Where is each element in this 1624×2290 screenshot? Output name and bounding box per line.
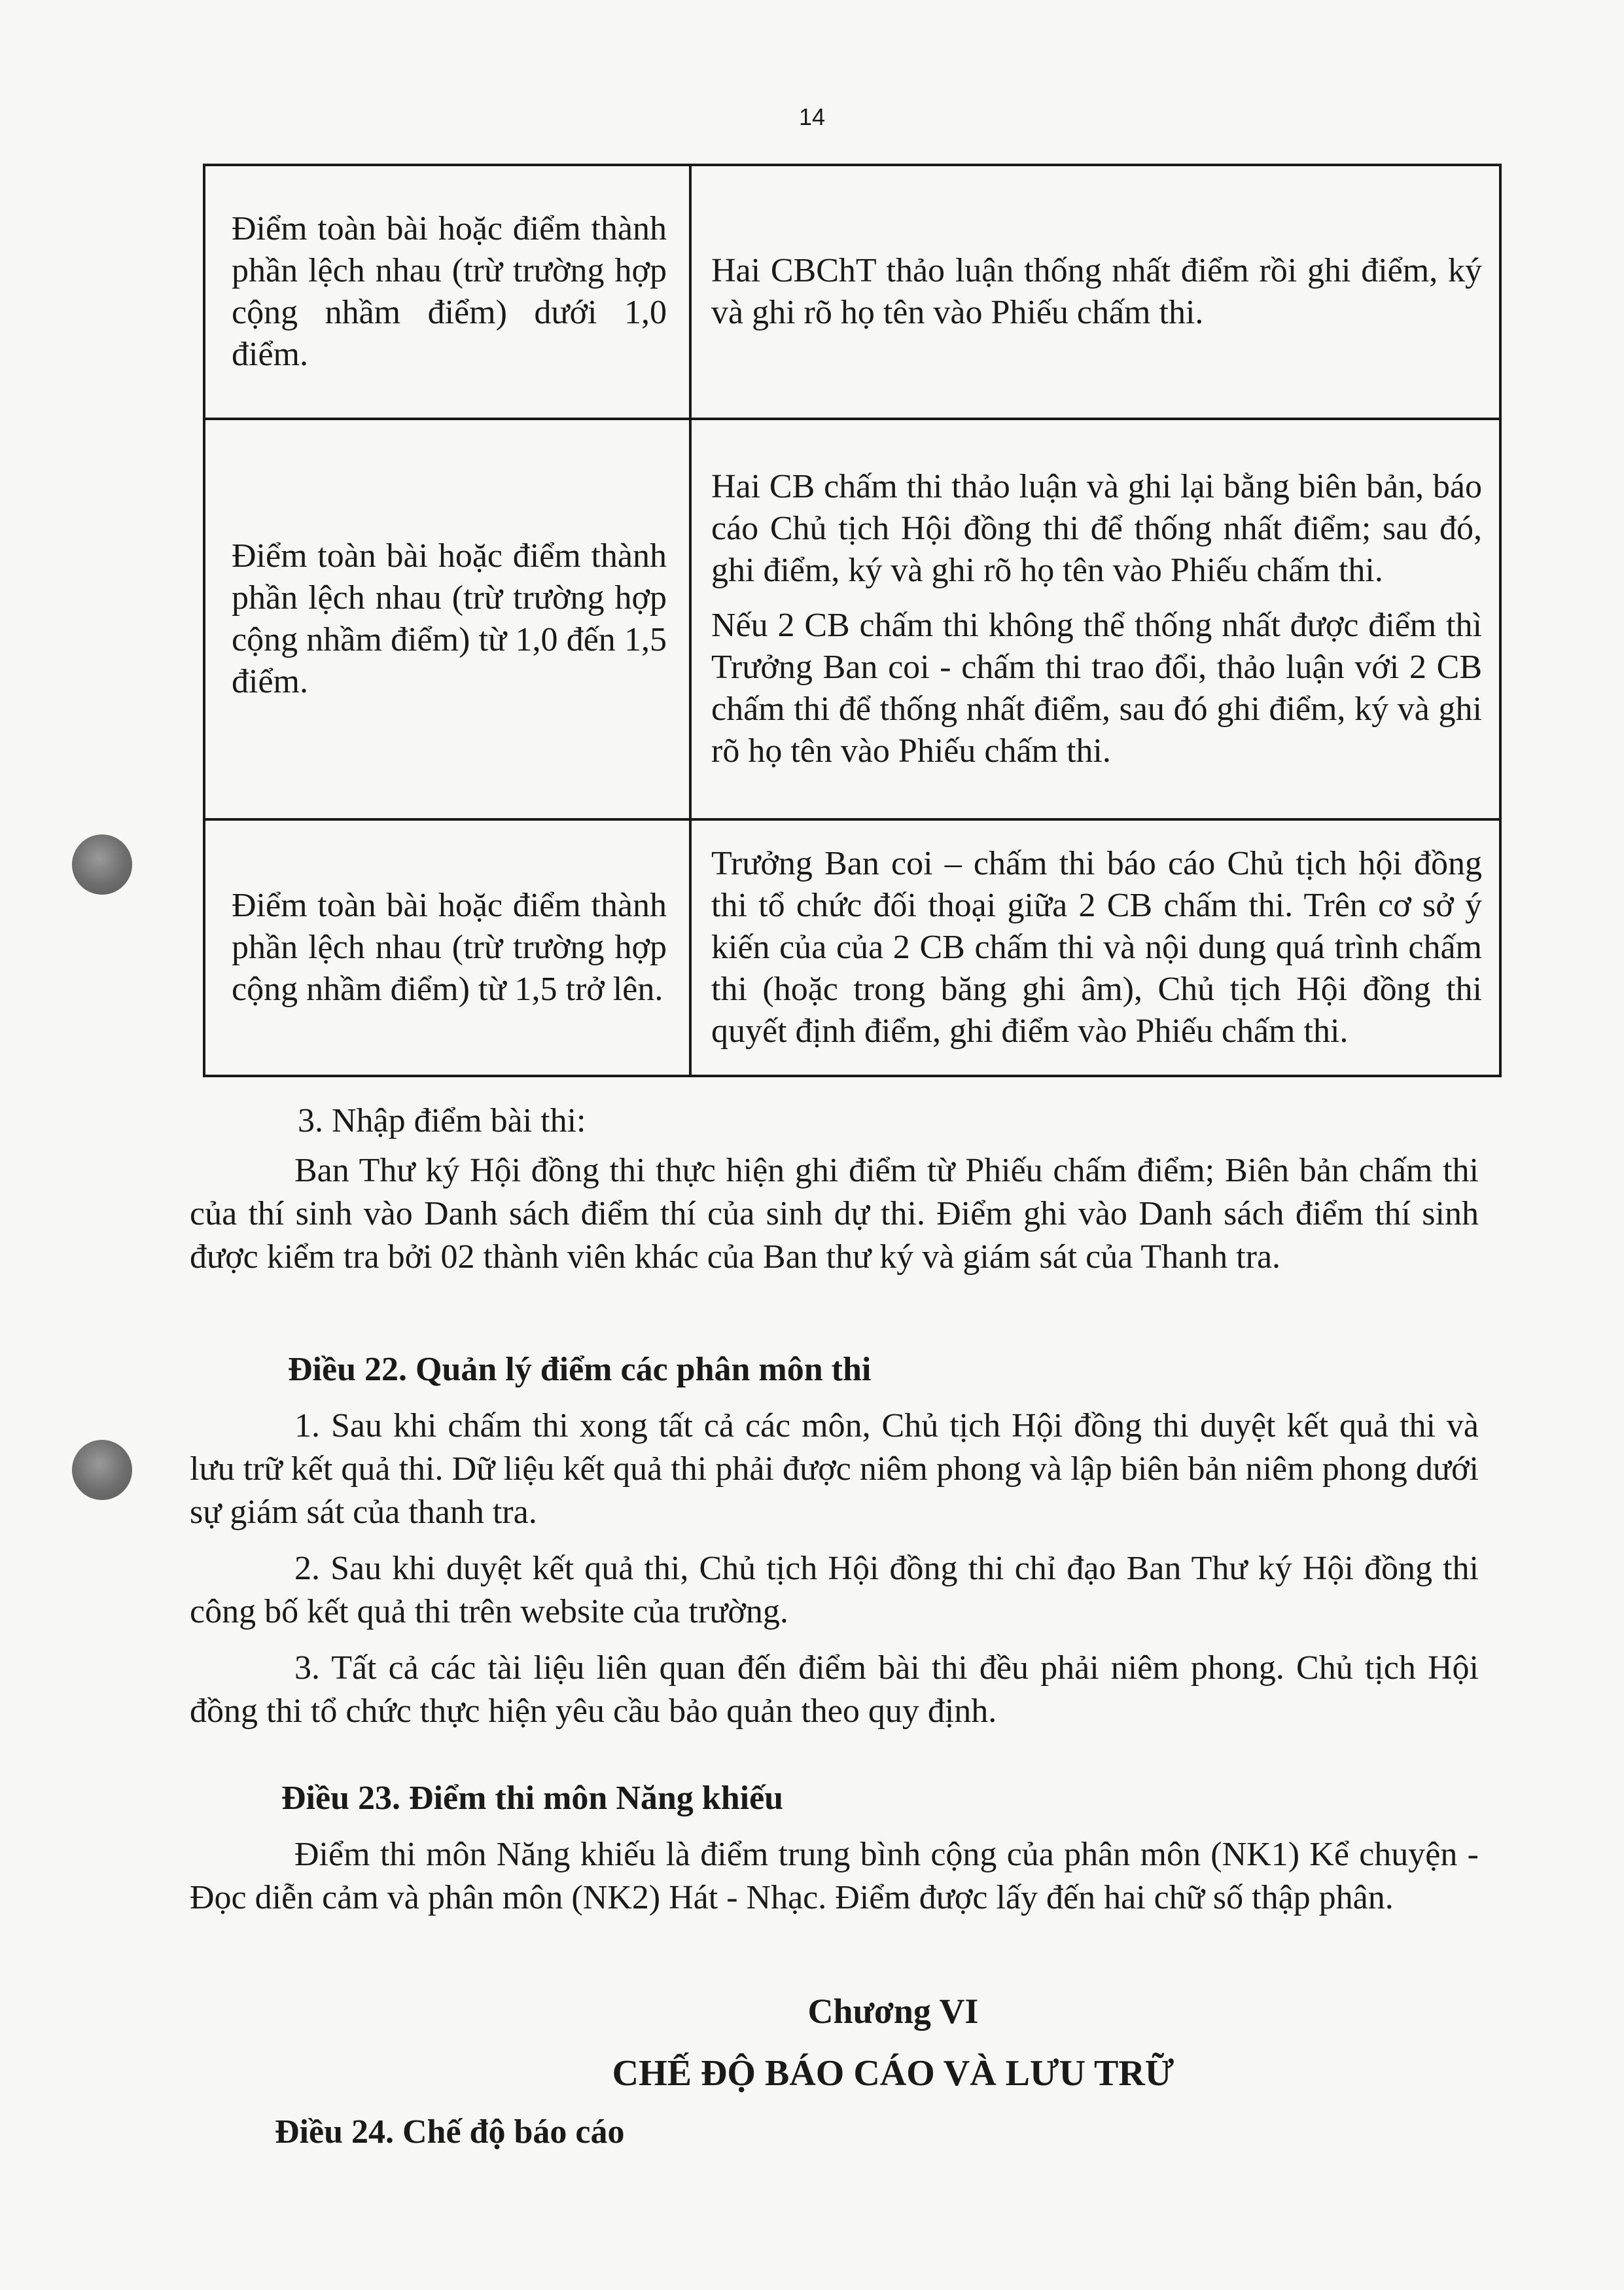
chapter-title: CHẾ ĐỘ BÁO CÁO VÀ LƯU TRỮ (612, 2053, 1174, 2094)
table-row (204, 165, 1500, 419)
body-section-3 (190, 1100, 1479, 1279)
section-3-title: 3. Nhập điểm bài thi: (298, 1102, 586, 1139)
action-cell (690, 419, 1500, 819)
table-row (204, 819, 1500, 1076)
chapter-label: Chương VI (807, 1992, 979, 2031)
action-paragraph: Hai CBChT thảo luận thống nhất điểm rồi ghi điểm, ký và ghi rõ họ tên vào Phiếu chấm thi. (711, 252, 1482, 331)
action-paragraph: Hai CB chấm thi thảo luận và ghi lại bằng biên bản, báo cáo Chủ tịch Hội đồng thi để thống nhất điểm; sau đó, ghi điểm, ký và ghi rõ họ tên vào Phiếu chấm thi. (711, 468, 1482, 589)
punch-hole-bottom (72, 1440, 132, 1500)
condition-cell: Điểm toàn bài hoặc điểm thành phần lệch nhau (trừ trường hợp cộng nhầm điểm) từ 1,0 đến 1,5 điểm. (204, 419, 690, 819)
article-22-paragraph: 3. Tất cả các tài liệu liên quan đến điểm bài thi đều phải niêm phong. Chủ tịch Hội đồng thi tổ chức thực hiện yêu cầu bảo quản theo quy định. (190, 1649, 1479, 1730)
table-row (204, 419, 1500, 819)
grading-discrepancy-table (203, 164, 1502, 1077)
action-paragraph: Nếu 2 CB chấm thi không thể thống nhất được điểm thì Trưởng Ban coi - chấm thi trao đổi, thảo luận với 2 CB chấm thi để thống nhất điểm, sau đó ghi điểm, ký và ghi rõ họ tên vào Phiếu chấm thi. (711, 607, 1482, 770)
action-paragraph: Trưởng Ban coi – chấm thi báo cáo Chủ tịch hội đồng thi tổ chức đối thoại giữa 2 CB chấm thi. Trên cơ sở ý kiến của của 2 CB chấm thi và nội dung quá trình chấm thi (hoặc trong băng ghi âm), Chủ tịch Hội đồng thi quyết định điểm, ghi điểm vào Phiếu chấm thi. (711, 845, 1482, 1050)
article-22-paragraph: 1. Sau khi chấm thi xong tất cả các môn, Chủ tịch Hội đồng thi duyệt kết quả thi và lưu trữ kết quả thi. Dữ liệu kết quả thi phải được niêm phong và lập biên bản niêm phong dưới sự giám sát của thanh tra. (190, 1407, 1479, 1531)
article-22 (190, 1348, 1479, 1733)
condition-cell: Điểm toàn bài hoặc điểm thành phần lệch nhau (trừ trường hợp cộng nhầm điểm) dưới 1,0 điểm. (204, 165, 690, 419)
article-23 (190, 1777, 1479, 1920)
punch-hole-top (72, 834, 132, 895)
article-23-paragraph: Điểm thi môn Năng khiếu là điểm trung bình cộng của phân môn (NK1) Kể chuyện - Đọc diễn cảm và phân môn (NK2) Hát - Nhạc. Điểm được lấy đến hai chữ số thập phân. (190, 1836, 1479, 1916)
section-3-body: Ban Thư ký Hội đồng thi thực hiện ghi điểm từ Phiếu chấm điểm; Biên bản chấm thi của thí sinh vào Danh sách điểm thí của sinh dự thi. Điểm ghi vào Danh sách điểm thí sinh được kiểm tra bởi 02 thành viên khác của Ban thư ký và giám sát của Thanh tra. (190, 1152, 1479, 1276)
article-22-title: Điều 22. Quản lý điểm các phân môn thi (288, 1351, 872, 1388)
article-24-title: Điều 24. Chế độ báo cáo (275, 2113, 625, 2151)
action-cell (690, 165, 1500, 419)
page-number: 14 (798, 103, 826, 130)
action-cell (690, 819, 1500, 1076)
article-23-title: Điều 23. Điểm thi môn Năng khiếu (281, 1780, 784, 1817)
article-22-paragraph: 2. Sau khi duyệt kết quả thi, Chủ tịch Hội đồng thi chỉ đạo Ban Thư ký Hội đồng thi công bố kết quả thi trên website của trường. (190, 1550, 1479, 1630)
condition-cell: Điểm toàn bài hoặc điểm thành phần lệch nhau (trừ trường hợp cộng nhầm điểm) từ 1,5 trở lên. (204, 819, 690, 1076)
